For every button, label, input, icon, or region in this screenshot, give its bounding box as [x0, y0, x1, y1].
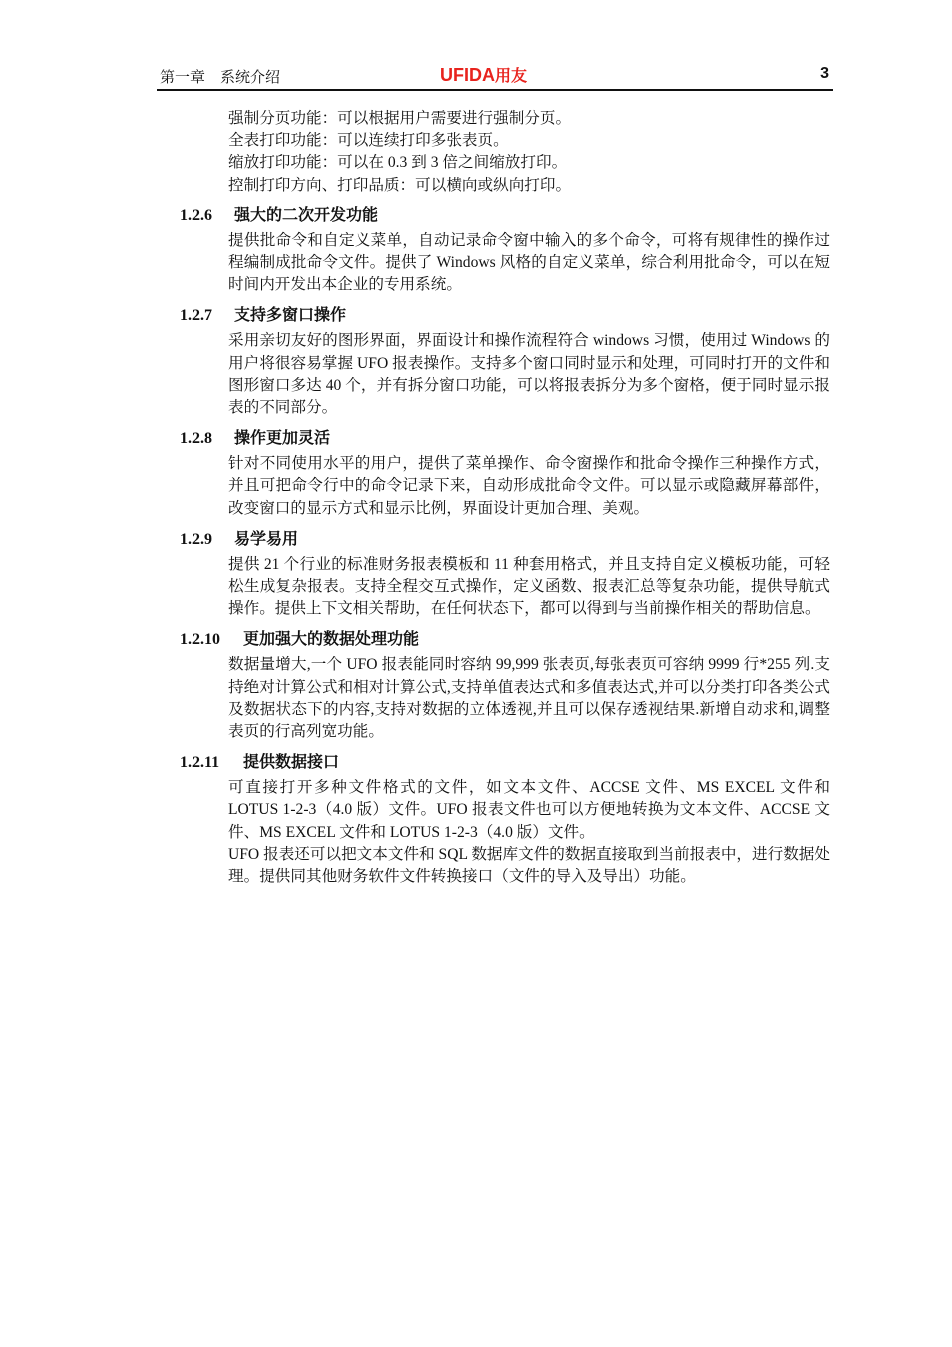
- section-1-2-11: [180, 751, 830, 888]
- logo-brand: UFIDA: [440, 65, 495, 85]
- section-number: 1.2.11: [180, 754, 220, 772]
- section-title: 操作更加灵活: [234, 430, 331, 448]
- page-header: [157, 62, 833, 90]
- section-heading: [180, 204, 830, 230]
- section-heading: [180, 751, 830, 777]
- intro-list: [228, 108, 830, 197]
- intro-line: 控制打印方向、打印品质：可以横向或纵向打印。: [228, 176, 572, 194]
- section-paragraph: 提供 21 个行业的标准财务报表模板和 11 种套用格式，并且支持自定义模板功能，可轻松生成复杂报表。支持全程交互式操作，定义函数、报表汇总等复杂功能，提供导航式操作。提供上下文相关帮助，在任何状态下，都可以得到与当前操作相关的帮助信息。: [228, 555, 830, 618]
- section-heading: [180, 304, 830, 330]
- section-title: 提供数据接口: [243, 754, 340, 772]
- section-number: 1.2.9: [180, 530, 212, 548]
- section-1-2-7: [180, 304, 830, 419]
- section-number: 1.2.7: [180, 307, 212, 325]
- intro-line: 缩放打印功能：可以在 0.3 到 3 倍之间缩放打印。: [228, 154, 568, 172]
- section-title: 强大的二次开发功能: [234, 206, 379, 224]
- intro-line: 全表打印功能：可以连续打印多张表页。: [228, 132, 509, 150]
- section-title: 更加强大的数据处理功能: [243, 631, 420, 649]
- section-1-2-6: [180, 204, 830, 297]
- logo-chinese: 用友: [495, 68, 528, 85]
- section-number: 1.2.8: [180, 430, 212, 448]
- intro-line: 强制分页功能：可以根据用户需要进行强制分页。: [228, 110, 572, 127]
- section-1-2-10: [180, 628, 830, 743]
- section-1-2-9: [180, 528, 830, 621]
- section-paragraph: 数据量增大,一个 UFO 报表能同时容纳 99,999 张表页,每张表页可容纳 9999 行*255 列.支持绝对计算公式和相对计算公式,支持单值表达式和多值表达式,并可以分类打印各类公式及数据状态下的内容,支持对数据的立体透视,并且可以保存透视结果.新增自动求和,调整表页的行高列宽功能。: [228, 656, 830, 741]
- page-number: 3: [820, 65, 829, 82]
- section-paragraph: UFO 报表还可以把文本文件和 SQL 数据库文件的数据直接取到当前报表中，进行数据处理。提供同其他财务软件文件转换接口（文件的导入及导出）功能。: [228, 845, 830, 886]
- section-title: 易学易用: [234, 530, 299, 548]
- section-paragraph: 针对不同使用水平的用户，提供了菜单操作、命令窗操作和批命令操作三种操作方式，并且可把命令行中的命令记录下来，自动形成批命令文件。可以显示或隐藏屏幕部件，改变窗口的显示方式和显示比例，界面设计更加合理、美观。: [228, 455, 830, 517]
- section-number: 1.2.10: [180, 631, 220, 649]
- section-1-2-8: [180, 427, 830, 520]
- section-heading: [180, 628, 830, 654]
- page-content: [180, 108, 830, 896]
- section-paragraph: 提供批命令和自定义菜单，自动记录命令窗中输入的多个命令，可将有规律性的操作过程编制成批命令文件。提供了 Windows 风格的自定义菜单，综合利用批命令，可以在短时间内开发出本企业的专用系统。: [228, 231, 830, 294]
- section-heading: [180, 528, 830, 554]
- section-title: 支持多窗口操作: [234, 307, 347, 325]
- section-paragraph: 采用亲切友好的图形界面，界面设计和操作流程符合 windows 习惯，使用过 Windows 的用户将很容易掌握 UFO 报表操作。支持多个窗口同时显示和处理，可同时打开的文件和图形窗口多达 40 个，并有拆分窗口功能，可以将报表拆分为多个窗格，便于同时显示报表的不同部分。: [228, 332, 830, 417]
- chapter-title: 第一章 系统介绍: [160, 70, 281, 86]
- section-paragraph: 可直接打开多种文件格式的文件，如文本文件、ACCSE 文件、MS EXCEL 文件和 LOTUS 1-2-3（4.0 版）文件。UFO 报表文件也可以方便地转换为文本文件、ACCSE 文件、MS EXCEL 文件和 LOTUS 1-2-3（4.0 版）文件。: [228, 779, 830, 841]
- section-number: 1.2.6: [180, 206, 212, 224]
- section-heading: [180, 427, 830, 453]
- header-rule: [157, 89, 833, 91]
- ufida-logo: [440, 63, 527, 86]
